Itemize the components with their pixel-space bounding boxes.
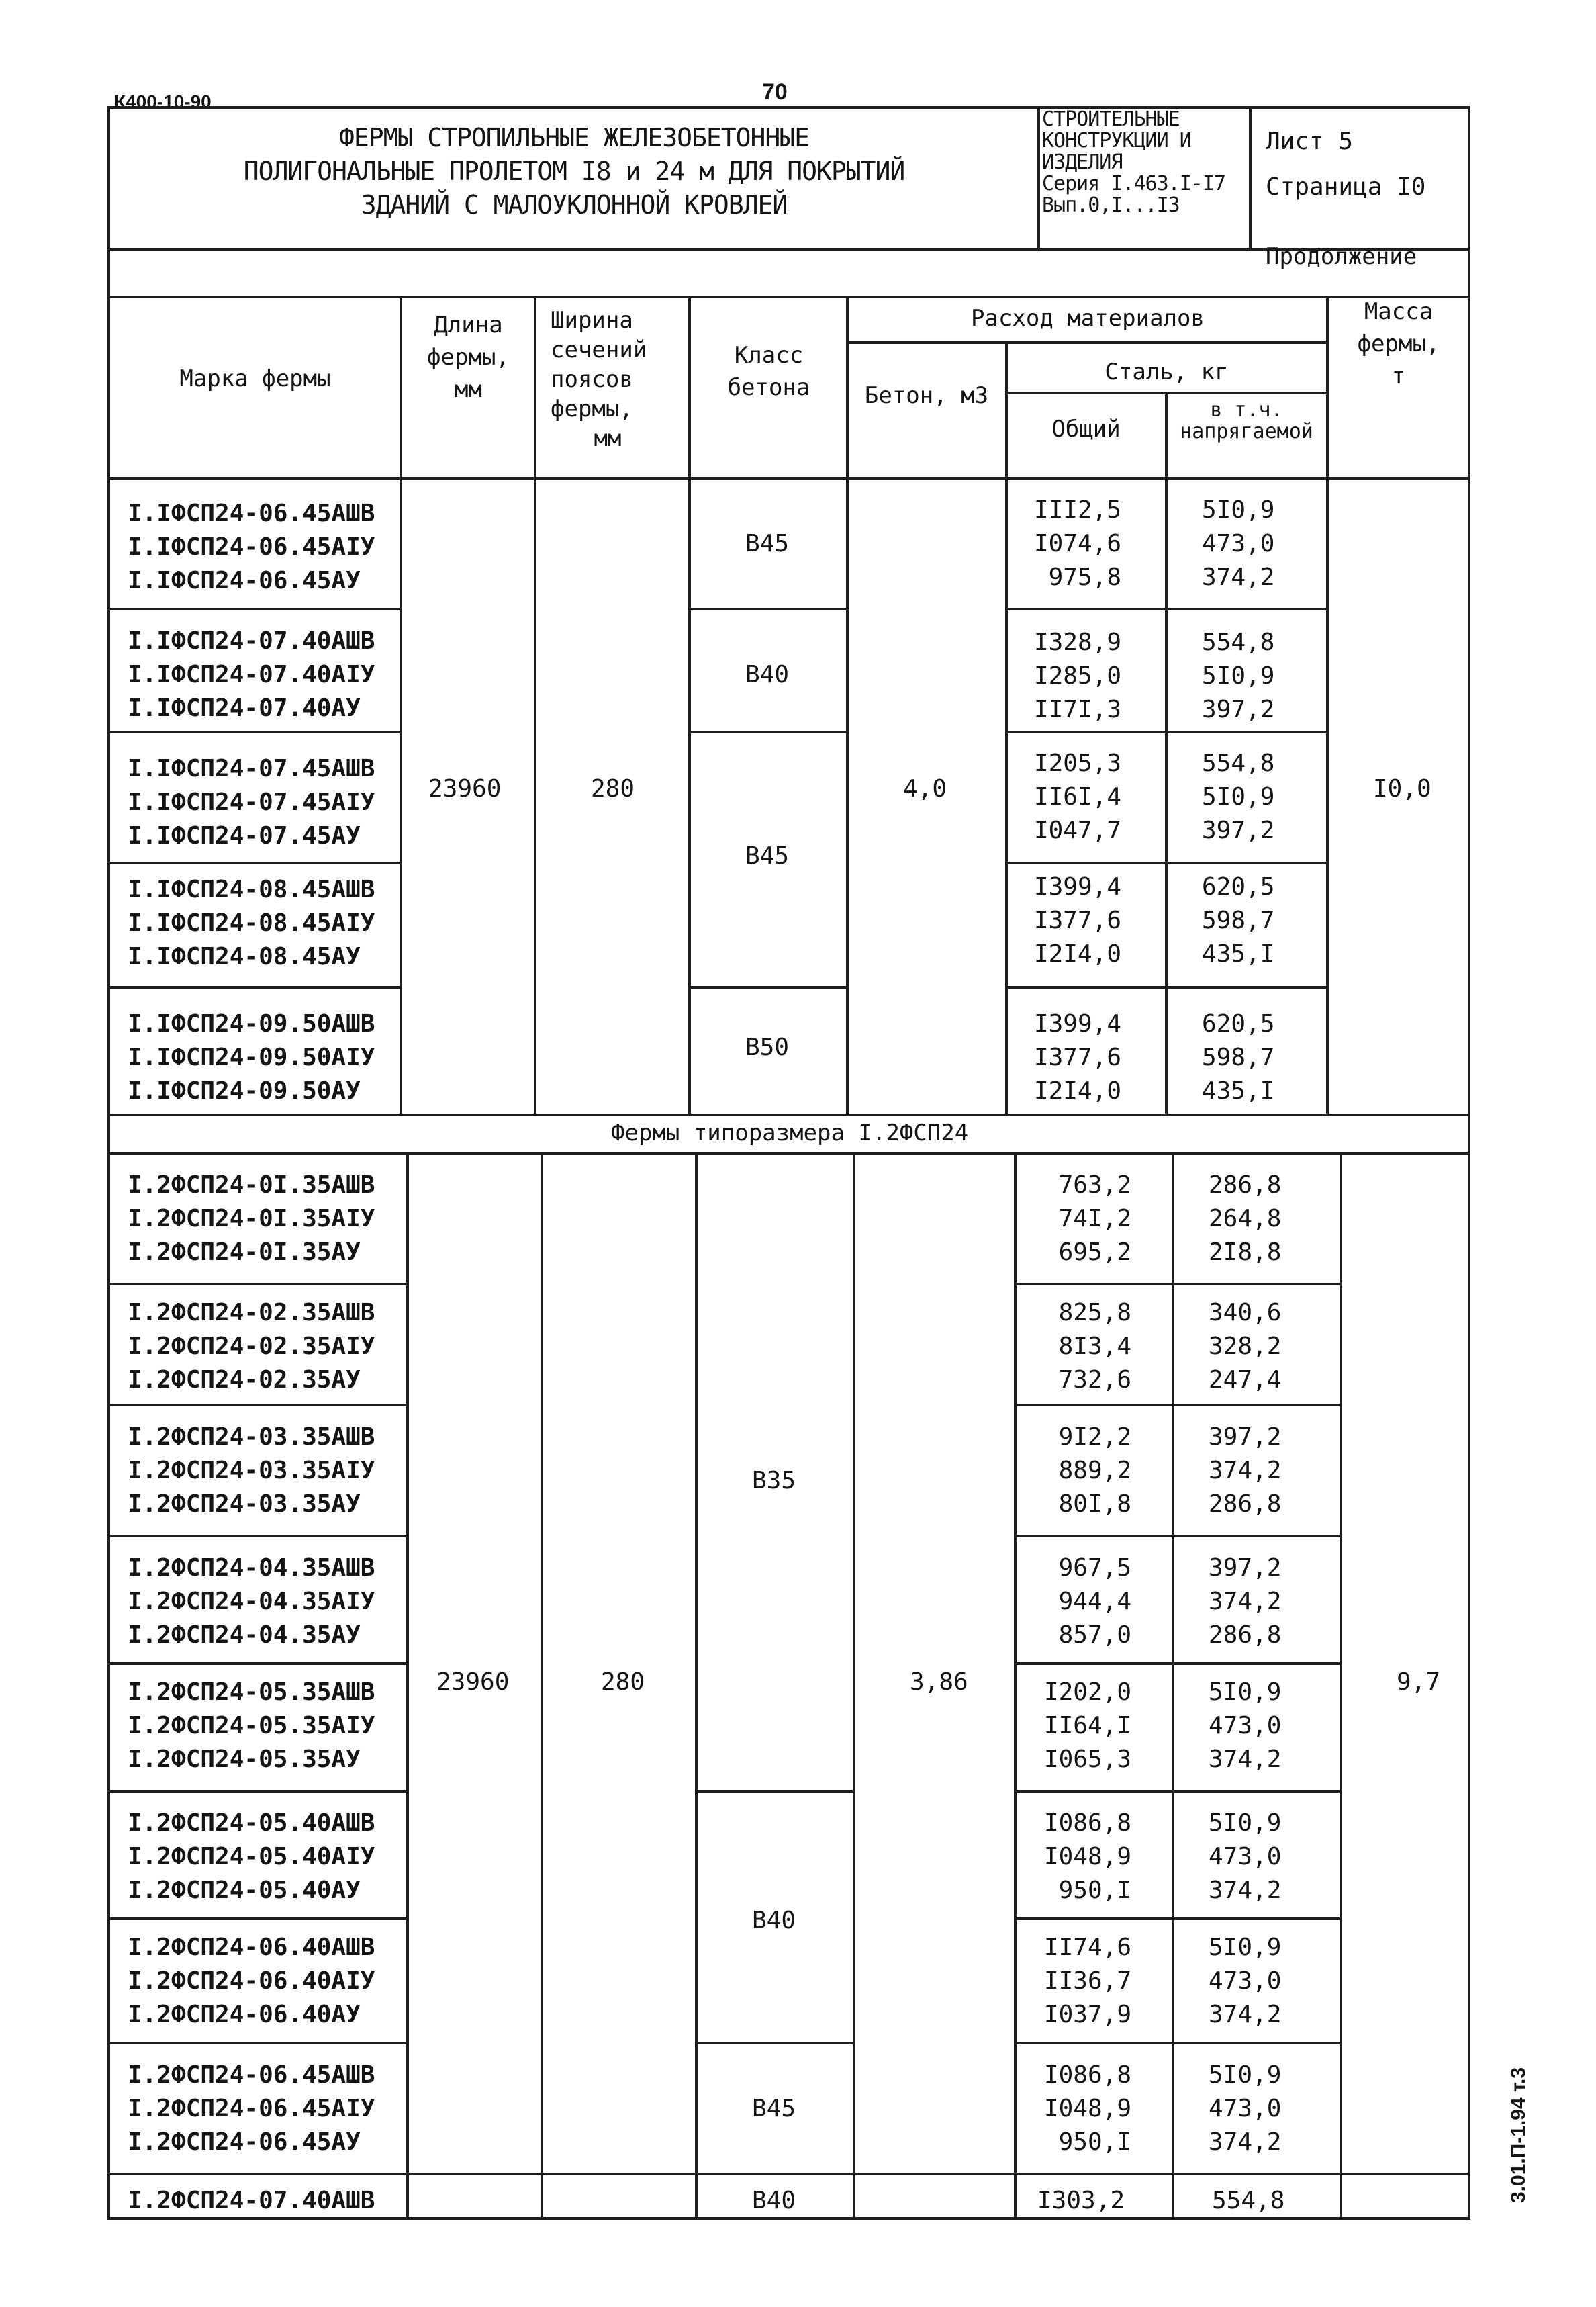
s2-length: 23960 <box>436 1668 510 1696</box>
s1-group-5-marks <box>128 1007 375 1108</box>
table-row-mark: I.2ФСП24-02.35АУ <box>128 1366 361 1394</box>
table-row-mark: I.2ФСП24-06.40АIУ <box>128 1967 375 1995</box>
s1-width: 280 <box>591 775 635 803</box>
s1-group-1-marks <box>128 497 375 598</box>
table-row-mark: I.IФСП24-07.40АУ <box>128 694 361 722</box>
s2-group-1-marks <box>128 1169 375 1269</box>
s1-class-4: В50 <box>745 1034 790 1061</box>
table-row-mark: I.IФСП24-08.45АУ <box>128 943 361 970</box>
s2-group-6-total: I086,8 I048,9 950,I <box>1043 1809 1131 1904</box>
table-row-mark: I.IФСП24-08.45АIУ <box>128 909 375 937</box>
s2-class-1: В35 <box>752 1467 796 1494</box>
s2-group-8-total: I086,8 I048,9 950,I <box>1043 2061 1131 2156</box>
table-row-mark: I.IФСП24-09.50АШВ <box>128 1010 375 1038</box>
table-row-mark: I.2ФСП24-05.40АУ <box>128 1876 361 1904</box>
table-row-mark: I.2ФСП24-0I.35АIУ <box>128 1205 375 1232</box>
s2-width: 280 <box>601 1668 645 1696</box>
doc-code: К400-10-90 <box>114 91 212 112</box>
s2-group-6-pre: 5I0,9 473,0 374,2 <box>1209 1809 1282 1904</box>
col-consumption: Расход материалов <box>971 305 1205 332</box>
col-length: Длина фермы, мм <box>427 312 510 403</box>
s2-group-7-total: II74,6 II36,7 I037,9 <box>1043 1934 1131 2028</box>
table-row-mark: I.2ФСП24-06.45АШВ <box>128 2061 375 2089</box>
s1-group-5-total: I399,4 I377,6 I2I4,0 <box>1033 1010 1121 1105</box>
s2-mass: 9,7 <box>1397 1668 1441 1696</box>
s1-group-4-pre: 620,5 598,7 435,I <box>1202 873 1275 968</box>
s1-group-4-total: I399,4 I377,6 I2I4,0 <box>1033 873 1121 968</box>
s2-group-6-marks <box>128 1807 375 1907</box>
s1-group-1-total: III2,5 I074,6 975,8 <box>1033 496 1121 591</box>
s1-group-3-pre: 554,8 5I0,9 397,2 <box>1202 750 1275 844</box>
s1-group-1-pre: 5I0,9 473,0 374,2 <box>1202 496 1275 591</box>
section2-title: Фермы типоразмера I.2ФСП24 <box>611 1120 969 1146</box>
table-row-mark: I.IФСП24-09.50АIУ <box>128 1044 375 1071</box>
table-row-mark: I.IФСП24-07.45АIУ <box>128 788 375 816</box>
table-row-mark: I.IФСП24-06.45АIУ <box>128 533 375 561</box>
s2-group-8-marks <box>128 2059 375 2159</box>
s2-group-2-pre: 340,6 328,2 247,4 <box>1209 1299 1282 1394</box>
table-row-mark: I.2ФСП24-04.35АIУ <box>128 1588 375 1615</box>
continuation-label: Продолжение <box>1266 243 1417 270</box>
table-row-mark: I.IФСП24-07.40АШВ <box>128 627 375 655</box>
s2-group-4-marks <box>128 1551 375 1652</box>
last-row-total: I303,2 <box>1037 2187 1125 2214</box>
s2-group-1-pre: 286,8 264,8 2I8,8 <box>1209 1171 1282 1266</box>
stamp-code: 3.01.П-1.94 т.3 <box>1507 2067 1530 2203</box>
series-line-5: Вып.0,I...I3 <box>1042 193 1180 217</box>
s1-class-1: В45 <box>745 530 790 557</box>
s1-length: 23960 <box>428 775 502 803</box>
last-row-pre: 554,8 <box>1212 2187 1285 2214</box>
s2-concrete: 3,86 <box>910 1668 968 1696</box>
s1-concrete: 4,0 <box>903 775 947 803</box>
s2-group-3-pre: 397,2 374,2 286,8 <box>1209 1423 1282 1518</box>
table-row-mark: I.2ФСП24-04.35АШВ <box>128 1554 375 1582</box>
last-row-mark: I.2ФСП24-07.40АШВ <box>128 2187 375 2214</box>
col-mass: Масса фермы, т <box>1357 298 1440 390</box>
table-row-mark: I.IФСП24-06.45АУ <box>128 567 361 594</box>
sheet-label: Лист 5 <box>1266 128 1354 155</box>
s1-group-3-total: I205,3 II6I,4 I047,7 <box>1033 750 1121 844</box>
table-row-mark: I.2ФСП24-06.45АУ <box>128 2128 361 2156</box>
col-mark: Марка фермы <box>179 365 331 392</box>
table-row-mark: I.2ФСП24-06.40АУ <box>128 2001 361 2028</box>
s2-group-4-pre: 397,2 374,2 286,8 <box>1209 1554 1282 1649</box>
page-label: Страница I0 <box>1266 173 1426 201</box>
s2-group-3-marks <box>128 1420 375 1521</box>
s1-group-2-total: I328,9 I285,0 II7I,3 <box>1033 629 1121 723</box>
s2-group-2-marks <box>128 1296 375 1397</box>
col-total: Общий <box>1051 416 1121 443</box>
title-line-3: ЗДАНИЙ С МАЛОУКЛОННОЙ КРОВЛЕЙ <box>361 190 788 220</box>
s2-group-8-pre: 5I0,9 473,0 374,2 <box>1209 2061 1282 2156</box>
s2-group-5-marks <box>128 1676 375 1776</box>
series-line-4: Серия I.463.I-I7 <box>1042 172 1225 195</box>
col-width: Ширина сечений поясов фермы, мм <box>551 307 647 452</box>
table-row-mark: I.2ФСП24-05.40АШВ <box>128 1809 375 1837</box>
table-row-mark: I.2ФСП24-06.45АIУ <box>128 2095 375 2122</box>
s2-group-5-total: I202,0 II64,I I065,3 <box>1043 1678 1131 1773</box>
page-number: 70 <box>762 79 788 105</box>
table-row-mark: I.IФСП24-07.40АIУ <box>128 661 375 688</box>
table-row-mark: I.2ФСП24-02.35АIУ <box>128 1332 375 1360</box>
s1-group-5-pre: 620,5 598,7 435,I <box>1202 1010 1275 1105</box>
s1-mass: I0,0 <box>1373 775 1431 803</box>
s2-group-5-pre: 5I0,9 473,0 374,2 <box>1209 1678 1282 1773</box>
s2-group-3-total: 9I2,2 889,2 80I,8 <box>1058 1423 1131 1518</box>
s1-group-4-marks <box>128 873 375 974</box>
series-line-3: ИЗДЕЛИЯ <box>1042 150 1123 174</box>
table-row-mark: I.2ФСП24-0I.35АУ <box>128 1238 361 1266</box>
table-row-mark: I.2ФСП24-05.40АIУ <box>128 1843 375 1870</box>
table-row-mark: I.IФСП24-09.50АУ <box>128 1077 361 1105</box>
table-row-mark: I.IФСП24-08.45АШВ <box>128 876 375 903</box>
table-row-mark: I.2ФСП24-03.35АУ <box>128 1490 361 1518</box>
s2-group-1-total: 763,2 74I,2 695,2 <box>1058 1171 1131 1266</box>
table-row-mark: I.2ФСП24-06.40АШВ <box>128 1934 375 1961</box>
col-concrete: Бетон, м3 <box>864 382 989 409</box>
series-block <box>1042 109 1243 216</box>
table-row-mark: I.IФСП24-06.45АШВ <box>128 500 375 527</box>
table-row-mark: I.2ФСП24-05.35АШВ <box>128 1678 375 1706</box>
s2-group-2-total: 825,8 8I3,4 732,6 <box>1058 1299 1131 1394</box>
s2-group-4-total: 967,5 944,4 857,0 <box>1058 1554 1131 1649</box>
table-row-mark: I.2ФСП24-04.35АУ <box>128 1621 361 1649</box>
doc-title <box>114 121 1034 222</box>
s1-class-3: В45 <box>745 842 790 870</box>
s2-class-3: В45 <box>752 2095 796 2122</box>
table-row-mark: I.IФСП24-07.45АУ <box>128 822 361 850</box>
table-row-mark: I.2ФСП24-02.35АШВ <box>128 1299 375 1326</box>
title-line-1: ФЕРМЫ СТРОПИЛЬНЫЕ ЖЕЛЕЗОБЕТОННЫЕ <box>338 123 810 152</box>
table-row-mark: I.2ФСП24-05.35АУ <box>128 1746 361 1773</box>
s1-group-3-marks <box>128 752 375 853</box>
s1-group-2-marks <box>128 625 375 725</box>
series-line-2: КОНСТРУКЦИИ И <box>1042 129 1191 152</box>
table-row-mark: I.2ФСП24-03.35АIУ <box>128 1457 375 1484</box>
table-row-mark: I.IФСП24-07.45АШВ <box>128 755 375 782</box>
table-row-mark: I.2ФСП24-0I.35АШВ <box>128 1171 375 1199</box>
table-row-mark: I.2ФСП24-05.35АIУ <box>128 1712 375 1739</box>
last-row-class: В40 <box>752 2187 796 2214</box>
s2-group-7-marks <box>128 1931 375 2032</box>
col-steel: Сталь, кг <box>1105 359 1229 386</box>
col-prestressed: в т.ч. напрягаемой <box>1180 398 1313 443</box>
s1-class-2: В40 <box>745 661 790 688</box>
s2-group-7-pre: 5I0,9 473,0 374,2 <box>1209 1934 1282 2028</box>
series-line-1: СТРОИТЕЛЬНЫЕ <box>1042 107 1180 131</box>
title-line-2: ПОЛИГОНАЛЬНЫЕ ПРОЛЕТОМ I8 и 24 м ДЛЯ ПОКРЫТИЙ <box>243 156 905 186</box>
table-row-mark: I.2ФСП24-03.35АШВ <box>128 1423 375 1451</box>
col-class: Класс бетона <box>727 342 810 401</box>
s1-group-2-pre: 554,8 5I0,9 397,2 <box>1202 629 1275 723</box>
s2-class-2: В40 <box>752 1907 796 1934</box>
